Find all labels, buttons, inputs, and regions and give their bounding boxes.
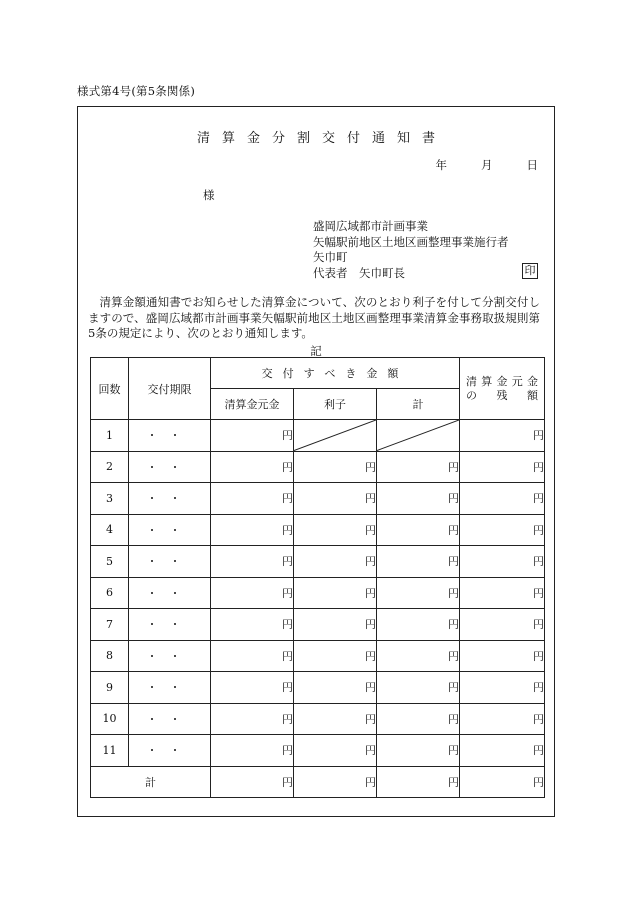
- date-month: 月: [481, 158, 493, 172]
- total-subtotal: 円: [377, 766, 460, 798]
- row-subtotal-slash: [377, 420, 460, 452]
- row-subtotal: 円: [377, 735, 460, 767]
- table-row: [91, 514, 545, 546]
- ki-marker: 記: [310, 344, 322, 358]
- row-period: ・・: [129, 420, 211, 452]
- table-row: [91, 640, 545, 672]
- header-subtotal: 計: [377, 389, 460, 420]
- row-period: ・・: [129, 546, 211, 578]
- table-row: [91, 703, 545, 735]
- row-number: 10: [91, 703, 129, 735]
- addressee-suffix: 様: [203, 188, 215, 202]
- table-header-row-1: [91, 358, 545, 389]
- row-balance: 円: [460, 672, 545, 704]
- row-interest: 円: [294, 577, 377, 609]
- installment-table: [90, 357, 545, 798]
- seal-mark: 印: [522, 263, 538, 279]
- row-principal: 円: [211, 609, 294, 641]
- total-balance: 円: [460, 766, 545, 798]
- issuer-block: [313, 219, 509, 281]
- row-number: 5: [91, 546, 129, 578]
- row-subtotal: 円: [377, 672, 460, 704]
- row-balance: 円: [460, 514, 545, 546]
- row-period: ・・: [129, 451, 211, 483]
- row-number: 9: [91, 672, 129, 704]
- row-period: ・・: [129, 514, 211, 546]
- row-interest: 円: [294, 451, 377, 483]
- header-principal: 清算金元金: [211, 389, 294, 420]
- row-period: ・・: [129, 640, 211, 672]
- issuer-line-3: 矢巾町: [313, 250, 348, 264]
- row-subtotal: 円: [377, 483, 460, 515]
- table-row: [91, 672, 545, 704]
- table-row: [91, 451, 545, 483]
- row-interest: 円: [294, 483, 377, 515]
- row-balance: 円: [460, 546, 545, 578]
- total-label: 計: [91, 766, 211, 798]
- document-title: 清算金分割交付通知書: [196, 131, 447, 146]
- row-principal: 円: [211, 703, 294, 735]
- row-subtotal: 円: [377, 514, 460, 546]
- row-balance: 円: [460, 483, 545, 515]
- total-principal: 円: [211, 766, 294, 798]
- row-interest: 円: [294, 546, 377, 578]
- row-number: 11: [91, 735, 129, 767]
- header-period: 交付期限: [129, 358, 211, 420]
- row-interest-slash: [294, 420, 377, 452]
- row-number: 7: [91, 609, 129, 641]
- form-number-label: 様式第4号(第5条関係): [77, 84, 196, 98]
- row-interest: 円: [294, 609, 377, 641]
- row-principal: 円: [211, 735, 294, 767]
- total-interest: 円: [294, 766, 377, 798]
- row-interest: 円: [294, 672, 377, 704]
- header-interest: 利子: [294, 389, 377, 420]
- row-number: 8: [91, 640, 129, 672]
- row-balance: 円: [460, 451, 545, 483]
- issuer-line-4: 代表者 矢巾町長: [313, 265, 405, 280]
- row-principal: 円: [211, 483, 294, 515]
- row-balance: 円: [460, 640, 545, 672]
- row-period: ・・: [129, 577, 211, 609]
- issuer-line-2: 矢幅駅前地区土地区画整理事業施行者: [313, 234, 509, 249]
- row-interest: 円: [294, 514, 377, 546]
- table-row: [91, 546, 545, 578]
- row-period: ・・: [129, 609, 211, 641]
- date-line: [436, 157, 539, 173]
- row-principal: 円: [211, 514, 294, 546]
- row-interest: 円: [294, 735, 377, 767]
- row-subtotal: 円: [377, 546, 460, 578]
- row-balance: 円: [460, 577, 545, 609]
- issuer-line-1: 盛岡広域都市計画事業: [313, 219, 428, 233]
- row-subtotal: 円: [377, 451, 460, 483]
- notice-body: 清算金額通知書でお知らせした清算金について、次のとおり利子を付して分割交付しますので、盛岡広域都市計画事業矢幅駅前地区土地区画整理事業清算金事務取扱規則第5条の規定により、次のとおり通知します。: [88, 295, 540, 340]
- row-number: 4: [91, 514, 129, 546]
- date-year: 年: [435, 158, 447, 172]
- row-number: 2: [91, 451, 129, 483]
- document-frame: [77, 106, 555, 817]
- row-period: ・・: [129, 703, 211, 735]
- header-balance-line-2: の 残 額: [466, 388, 539, 402]
- row-subtotal: 円: [377, 703, 460, 735]
- table-total-row: [91, 766, 545, 798]
- row-interest: 円: [294, 640, 377, 672]
- row-balance: 円: [460, 703, 545, 735]
- header-balance-line-1: 清 算 金 元 金: [466, 374, 539, 388]
- table-row: [91, 577, 545, 609]
- table-row: [91, 609, 545, 641]
- row-number: 1: [91, 420, 129, 452]
- row-number: 3: [91, 483, 129, 515]
- row-principal: 円: [211, 640, 294, 672]
- row-interest: 円: [294, 703, 377, 735]
- header-amount-group: 交付すべき金額: [211, 358, 460, 389]
- row-principal: 円: [211, 577, 294, 609]
- row-period: ・・: [129, 735, 211, 767]
- date-day: 日: [526, 158, 538, 172]
- row-period: ・・: [129, 483, 211, 515]
- row-subtotal: 円: [377, 609, 460, 641]
- table-row: [91, 420, 545, 452]
- row-principal: 円: [211, 420, 294, 452]
- row-number: 6: [91, 577, 129, 609]
- table-row: [91, 735, 545, 767]
- row-balance: 円: [460, 609, 545, 641]
- row-balance: 円: [460, 735, 545, 767]
- row-balance: 円: [460, 420, 545, 452]
- header-count: 回数: [91, 358, 129, 420]
- table-row: [91, 483, 545, 515]
- row-subtotal: 円: [377, 577, 460, 609]
- header-balance: [460, 358, 545, 420]
- row-subtotal: 円: [377, 640, 460, 672]
- row-principal: 円: [211, 546, 294, 578]
- row-principal: 円: [211, 451, 294, 483]
- row-principal: 円: [211, 672, 294, 704]
- row-period: ・・: [129, 672, 211, 704]
